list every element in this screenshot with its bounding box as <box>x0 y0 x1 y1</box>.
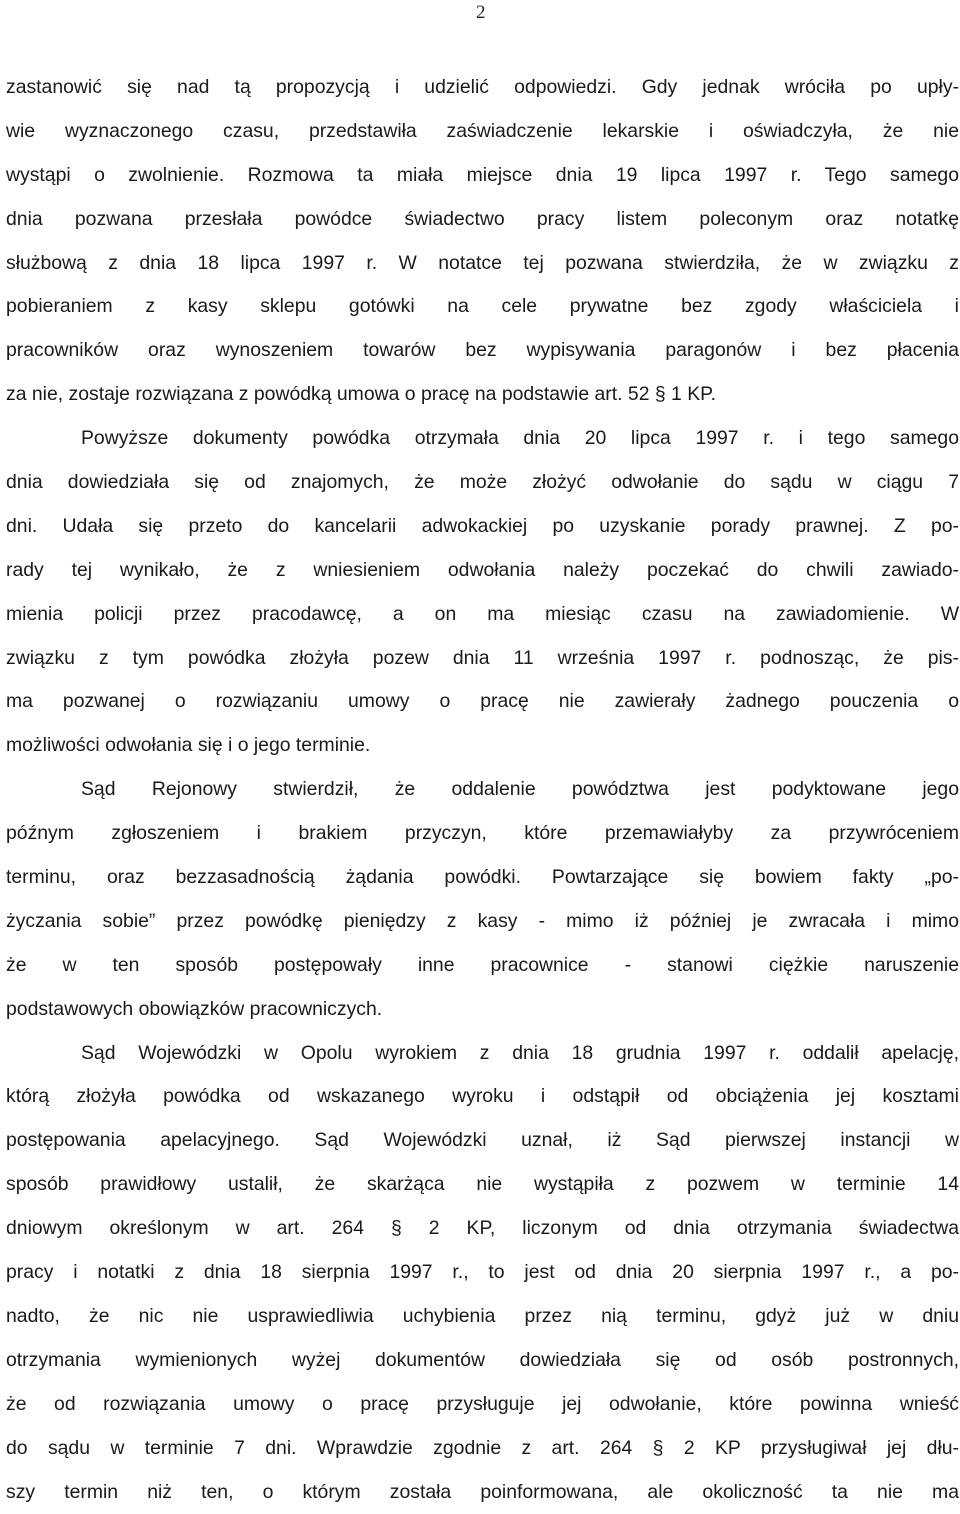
text-line: terminu, oraz bezzasadnością żądania powódki. Powtarzające się bowiem fakty „po- <box>6 856 959 900</box>
text-line: zastanowić się nad tą propozycją i udzielić odpowiedzi. Gdy jednak wróciła po upły- <box>6 66 959 110</box>
text-line: szy termin niż ten, o którym została poinformowana, ale okoliczność ta nie ma <box>6 1471 959 1514</box>
text-line: rady tej wynikało, że z wniesieniem odwołania należy poczekać do chwili zawiado- <box>6 549 959 593</box>
text-line: pracy i notatki z dnia 18 sierpnia 1997 r., to jest od dnia 20 sierpnia 1997 r., a po- <box>6 1251 959 1295</box>
text-line: wie wyznaczonego czasu, przedstawiła zaświadczenie lekarskie i oświadczyła, że nie <box>6 110 959 154</box>
text-line: do sądu w terminie 7 dni. Wprawdzie zgodnie z art. 264 § 2 KP przysługiwał jej dłu- <box>6 1427 959 1471</box>
text-line: postępowania apelacyjnego. Sąd Wojewódzki uznał, iż Sąd pierwszej instancji w <box>6 1119 959 1163</box>
text-line: późnym zgłoszeniem i brakiem przyczyn, które przemawiałyby za przywróceniem <box>6 812 959 856</box>
text-line: związku z tym powódka złożyła pozew dnia 11 września 1997 r. podnosząc, że pis- <box>6 637 959 681</box>
text-line: którą złożyła powódka od wskazanego wyroku i odstąpił od obciążenia jej kosztami <box>6 1075 959 1119</box>
text-line: że od rozwiązania umowy o pracę przysługuje jej odwołanie, które powinna wnieść <box>6 1383 959 1427</box>
text-line: sposób prawidłowy ustalił, że skarżąca nie wystąpiła z pozwem w terminie 14 <box>6 1163 959 1207</box>
text-line: podstawowych obowiązków pracowniczych. <box>6 988 959 1032</box>
document-body <box>6 66 959 1514</box>
text-line: pobieraniem z kasy sklepu gotówki na cele prywatne bez zgody właściciela i <box>6 285 959 329</box>
text-line: dnia pozwana przesłała powódce świadectwo pracy listem poleconym oraz notatkę <box>6 198 959 242</box>
text-line: Sąd Rejonowy stwierdził, że oddalenie powództwa jest podyktowane jego <box>6 768 959 812</box>
text-line: otrzymania wymienionych wyżej dokumentów dowiedziała się od osób postronnych, <box>6 1339 959 1383</box>
text-line: wystąpi o zwolnienie. Rozmowa ta miała miejsce dnia 19 lipca 1997 r. Tego samego <box>6 154 959 198</box>
text-line: dniowym określonym w art. 264 § 2 KP, liczonym od dnia otrzymania świadectwa <box>6 1207 959 1251</box>
text-line: nadto, że nic nie usprawiedliwia uchybienia przez nią terminu, gdyż już w dniu <box>6 1295 959 1339</box>
text-line: ma pozwanej o rozwiązaniu umowy o pracę nie zawierały żadnego pouczenia o <box>6 680 959 724</box>
text-line: służbową z dnia 18 lipca 1997 r. W notatce tej pozwana stwierdziła, że w związku z <box>6 242 959 286</box>
text-line: Powyższe dokumenty powódka otrzymała dnia 20 lipca 1997 r. i tego samego <box>6 417 959 461</box>
text-line: możliwości odwołania się i o jego terminie. <box>6 724 959 768</box>
text-line: mienia policji przez pracodawcę, a on ma miesiąc czasu na zawiadomienie. W <box>6 593 959 637</box>
text-line: Sąd Wojewódzki w Opolu wyrokiem z dnia 18 grudnia 1997 r. oddalił apelację, <box>6 1032 959 1076</box>
page-number: 2 <box>476 2 486 24</box>
text-line: dnia dowiedziała się od znajomych, że może złożyć odwołanie do sądu w ciągu 7 <box>6 461 959 505</box>
text-line: dni. Udała się przeto do kancelarii adwokackiej po uzyskanie porady prawnej. Z po- <box>6 505 959 549</box>
text-line: że w ten sposób postępowały inne pracownice - stanowi ciężkie naruszenie <box>6 944 959 988</box>
text-line: życzania sobie” przez powódkę pieniędzy z kasy - mimo iż później je zwracała i mimo <box>6 900 959 944</box>
text-line: za nie, zostaje rozwiązana z powódką umowa o pracę na podstawie art. 52 § 1 KP. <box>6 373 959 417</box>
text-line: pracowników oraz wynoszeniem towarów bez wypisywania paragonów i bez płacenia <box>6 329 959 373</box>
